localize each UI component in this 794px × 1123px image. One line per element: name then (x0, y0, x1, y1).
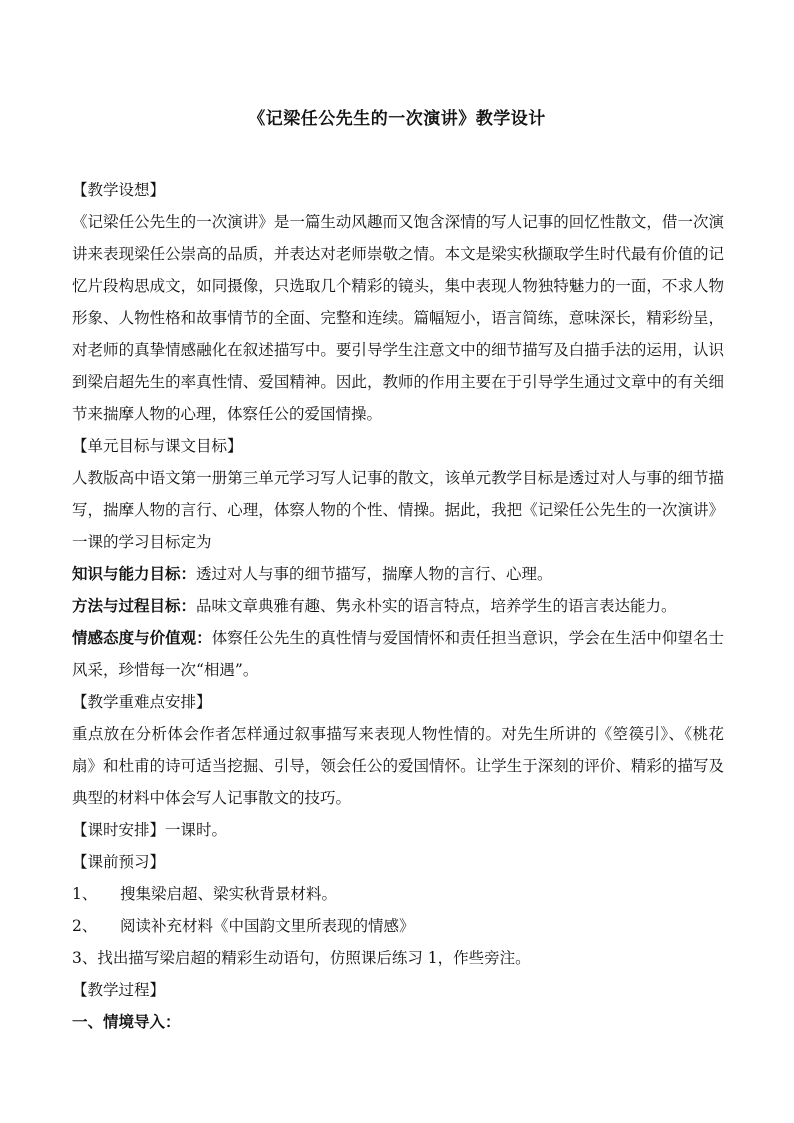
goal-emotion-label: 情感态度与价值观： (72, 628, 212, 647)
list-item-number: 2、 (72, 917, 98, 935)
goal-knowledge-label: 知识与能力目标： (72, 564, 197, 583)
section-heading-process: 【教学过程】 (72, 981, 166, 999)
paragraph-key-points: 重点放在分析体会作者怎样通过叙事描写来表现人物性情的。对先生所讲的《箜篌引》、《桃花扇》和杜甫的诗可适当挖掘、引导，领会任公的爱国情怀。让学生于深刻的评价、精彩的描写及典型的材料中体会写人记事散文的技巧。 (72, 725, 724, 807)
list-item-text: 搜集梁启超、梁实秋背景材料。 (120, 885, 338, 903)
section-heading-key-points: 【教学重难点安排】 (72, 693, 212, 711)
list-item (72, 910, 724, 942)
document-body (72, 174, 724, 1038)
list-item: 3、找出描写梁启超的精彩生动语句，仿照课后练习 1，作些旁注。 (72, 949, 531, 967)
list-item (72, 878, 724, 910)
goal-method-text: 品味文章典雅有趣、隽永朴实的语言特点，培养学生的语言表达能力。 (196, 597, 677, 615)
goal-emotion-text: 体察任公先生的真性情与爱国情怀和责任担当意识，学会在生活中仰望名士风采，珍惜每一次“相遇”。 (72, 629, 724, 679)
list-item-number: 1、 (72, 885, 98, 903)
paragraph-design: 《记梁任公先生的一次演讲》是一篇生动风趣而又饱含深情的写人记事的回忆性散文，借一次演讲来表现梁任公崇高的品质，并表达对老师崇敬之情。本文是梁实秋撷取学生时代最有价值的记忆片段构思成文，如同摄像，只选取几个精彩的镜头，集中表现人物独特魅力的一面，不求人物形象、人物性格和故事情节的全面、完整和连续。篇幅短小，语言简练，意味深长，精彩纷呈，对老师的真挚情感融化在叙述描写中。要引导学生注意文中的细节描写及白描手法的运用，认识到梁启超先生的率真性情、爱国精神。因此，教师的作用主要在于引导学生通过文章中的有关细节来揣摩人物的心理，体察任公的爱国情操。 (72, 213, 724, 423)
section-heading-preview: 【课前预习】 (72, 853, 166, 871)
section-heading-design: 【教学设想】 (72, 181, 166, 199)
goal-knowledge-text: 透过对人与事的细节描写，揣摩人物的言行、心理。 (196, 565, 553, 583)
list-item-text: 阅读补充材料《中国韵文里所表现的情感》 (120, 917, 415, 935)
goal-method (72, 590, 724, 622)
section-class-hours: 【课时安排】一课时。 (72, 821, 228, 839)
goal-emotion (72, 622, 724, 686)
paragraph-goals: 人教版高中语文第一册第三单元学习写人记事的散文，该单元教学目标是透过对人与事的细节描写，揣摩人物的言行、心理，体察人物的个性、情操。据此，我把《记梁任公先生的一次演讲》一课的学习目标定为 (72, 469, 724, 551)
section-heading-goals: 【单元目标与课文目标】 (72, 437, 243, 455)
section-title-intro: 一、情境导入： (72, 1012, 181, 1031)
goal-method-label: 方法与过程目标： (72, 596, 197, 615)
goal-knowledge (72, 558, 724, 590)
document-title: 《记梁任公先生的一次演讲》教学设计 (248, 109, 546, 129)
